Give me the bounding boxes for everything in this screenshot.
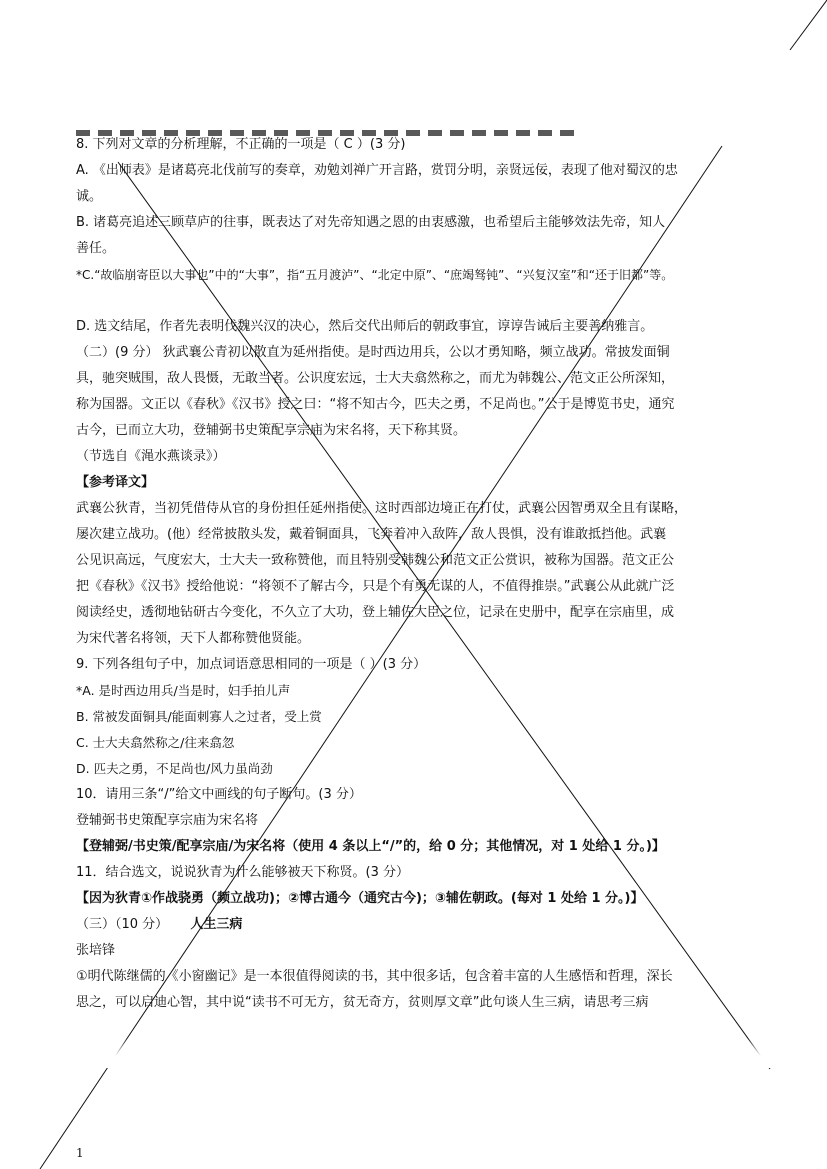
translation-line3: 公见识高远，气度宏大，士大夫一致称赞他，而且特别受韩魏公和范文正公赏识，被称为国器。范文正公 bbox=[76, 553, 675, 568]
q8-option-d: D. 选文结尾，作者先表明伐魏兴汉的决心，然后交代出师后的朝政事宜，谆谆告诫后主要善纳雅言。 bbox=[76, 319, 654, 334]
translation-line6: 为宋代著名将领，天下人都称赞他贤能。 bbox=[76, 631, 311, 646]
q11-stem: 11．结合选文，说说狄青为什么能够被天下称贤。(3 分） bbox=[76, 865, 410, 880]
q8-option-b-line2: 善任。 bbox=[76, 241, 116, 256]
spacer bbox=[76, 288, 766, 314]
document-body bbox=[76, 132, 766, 1010]
q8-stem: 8. 下列对文章的分析理解，不正确的一项是（ C ）(3 分) bbox=[76, 137, 406, 152]
passage2-line3: 称为国器。文正以《春秋》《汉书》授之曰：“将不知古今，匹夫之勇，不足尚也。”公于是博览书史，通究 bbox=[76, 397, 675, 412]
passage2-source: （节选自《渑水燕谈录》） bbox=[76, 449, 226, 464]
translation-line4: 把《春秋》《汉书》授给他说：“将领不了解古今，只是个有勇无谋的人，不值得推崇。”武襄公从此就广泛 bbox=[76, 579, 675, 594]
q9-option-a: *A. 是时西边用兵/当是时，妇手拍儿声 bbox=[76, 683, 291, 698]
passage2-line4: 古今，已而立大功，登辅弼书史策配享宗庙为宋名将，天下称其贤。 bbox=[76, 423, 467, 438]
passage3-paragraph1: ①明代陈继儒的《小窗幽记》是一本很值得阅读的书，其中很多话，包含着丰富的人生感悟和哲理，深长 bbox=[76, 969, 673, 984]
translation-line5: 阅读经史，透彻地钻研古今变化，不久立了大功，登上辅佐大臣之位，记录在史册中，配享在宗庙里，成 bbox=[76, 605, 675, 620]
passage2-line2: 具，驰突贼围，敌人畏慑，无敢当者。公识度宏远，士大夫翕然称之，而尤为韩魏公、范文正公所深知， bbox=[76, 371, 675, 386]
page-cut-fade bbox=[0, 1038, 827, 1068]
passage2-line1: （二）(9 分） 狄武襄公青初以散直为延州指使。是时西边用兵，公以才勇知略，频立战功。常披发面铜 bbox=[76, 345, 670, 360]
q8-option-a-line1: A. 《出师表》是诸葛亮北伐前写的奏章，劝勉刘禅广开言路，赏罚分明，亲贤远佞，表现了他对蜀汉的忠 bbox=[76, 163, 678, 178]
q9-option-b: B. 常被发面铜具/能面刺寡人之过者，受上赏 bbox=[76, 709, 322, 724]
passage3-paragraph1-cut: 思之，可以启迪心智，其中说“读书不可无方，贫无奇方，贫则厚文章”此句谈人生三病，请思考三病 bbox=[76, 995, 649, 1010]
q8-option-b-line1: B. 诸葛亮追述三顾草庐的往事，既表达了对先帝知遇之恩的由衷感激，也希望后主能够效法先帝，知人 bbox=[76, 215, 666, 230]
q9-option-c: C. 士大夫翕然称之/往来翕忽 bbox=[76, 735, 235, 750]
page-number: 1 bbox=[76, 1146, 84, 1160]
passage3-title: 人生三病 bbox=[190, 917, 243, 932]
q9-stem: 9. 下列各组句子中，加点词语意思相同的一项是（ ）(3 分） bbox=[76, 657, 427, 672]
translation-heading: 【参考译文】 bbox=[76, 475, 155, 490]
cross-line-top-right bbox=[790, 0, 827, 50]
translation-line1: 武襄公狄青，当初凭借侍从官的身份担任延州指使。这时西部边境正在打仗，武襄公因智勇双全且有谋略， bbox=[76, 501, 688, 516]
passage3-author: 张培锋 bbox=[76, 943, 116, 958]
translation-line2: 屡次建立战功。(他）经常披散头发，戴着铜面具，飞奔着冲入敌阵，敌人畏惧，没有谁敢抵挡他。武襄 bbox=[76, 527, 667, 542]
q8-option-a-line2: 诚。 bbox=[76, 189, 103, 204]
q10-stem: 10．请用三条“/”给文中画线的句子断句。(3 分） bbox=[76, 787, 362, 802]
passage3-number: （三）（10 分） bbox=[76, 917, 169, 932]
q8-option-c: *C.“故临崩寄臣以大事也”中的“大事”，指“五月渡泸”、“北定中原”、“庶竭驽钝”、“兴复汉室”和“还于旧都”等。 bbox=[76, 268, 674, 282]
q9-option-d: D. 匹夫之勇，不足尚也/风力虽尚劲 bbox=[76, 761, 273, 776]
passage3-header bbox=[76, 912, 766, 938]
q10-sentence: 登辅弼书史策配享宗庙为宋名将 bbox=[76, 813, 259, 828]
q10-answer: 【登辅弼/书史策/配享宗庙/为宋名将（使用 4 条以上“/”的，给 0 分；其他情况，对 1 处给 1 分。)】 bbox=[76, 839, 665, 854]
q11-answer: 【因为狄青①作战骁勇（频立战功)；②博古通今（通究古今)；③辅佐朝政。(每对 1 处给 1 分。)】 bbox=[76, 891, 644, 906]
